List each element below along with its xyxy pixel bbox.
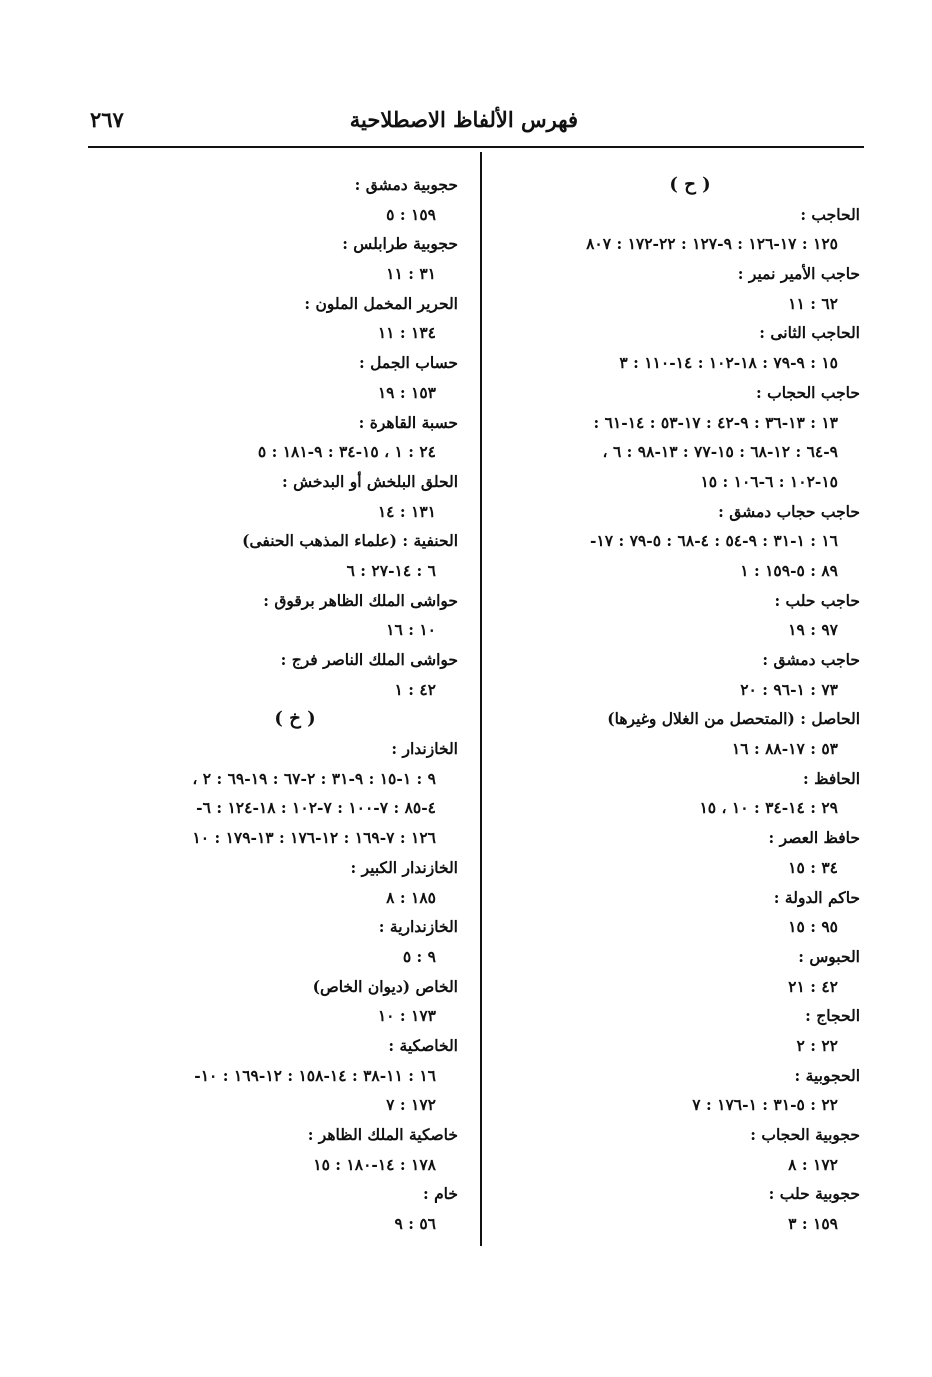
index-term: حاجب حجاب دمشق : bbox=[718, 501, 860, 521]
index-term: حسبة القاهرة : bbox=[358, 412, 458, 432]
page-references: ١٢٥ : ١٧-١٢٦ : ٩-١٢٧ : ٢٢-١٧٢ : ٨٠٧ bbox=[586, 234, 838, 254]
page-references: ٢٢ : ٢ bbox=[796, 1035, 838, 1055]
page-references: ٥٣ : ١٧-٨٨ : ١٦ bbox=[731, 739, 838, 759]
page-references: ٣٤ : ١٥ bbox=[788, 857, 838, 877]
index-term: الخازندارية : bbox=[378, 917, 458, 937]
page-references: ١٥ : ٩-٧٩ : ١٨-١٠٢ : ١٤-١١٠ : ٣ bbox=[619, 353, 838, 373]
index-term: الحجوبية : bbox=[794, 1065, 860, 1085]
index-column-left bbox=[92, 170, 458, 1239]
index-term: حواشى الملك الظاهر برقوق : bbox=[263, 590, 458, 610]
page-references: ٢٩ : ١٤-٣٤ : ١٠ ، ١٥ bbox=[699, 798, 838, 818]
page-references: ٤-٨٥ : ٧-١٠٠ : ٧-١٠٢ : ١٨-١٢٤ : ٦- bbox=[196, 798, 436, 818]
page-references: ١٥٣ : ١٩ bbox=[377, 382, 436, 402]
page-references: ٩٧ : ١٩ bbox=[788, 620, 838, 640]
page-references: ١٥-١٠٢ : ٦-١٠٦ : ١٥ bbox=[700, 471, 838, 491]
index-term: حجوبية الحجاب : bbox=[750, 1125, 860, 1144]
column-divider bbox=[480, 152, 482, 1246]
page-references: ١٧٣ : ١٠ bbox=[377, 1006, 436, 1026]
index-term: حاجب الأمير نمير : bbox=[737, 264, 860, 284]
index-term: الخازندار الكبير : bbox=[350, 857, 458, 877]
index-term: الحبوس : bbox=[798, 946, 860, 966]
page-references: ٣١ : ١١ bbox=[386, 264, 436, 284]
index-term: الحلق البلخش أو البدخش : bbox=[282, 471, 458, 491]
header-rule bbox=[88, 146, 864, 148]
section-letter: ( ح ) bbox=[669, 174, 711, 195]
page-references: ١٥٩ : ٣ bbox=[788, 1214, 838, 1234]
index-term: خام : bbox=[422, 1184, 458, 1204]
index-term: الحاجب الثانى : bbox=[759, 323, 860, 343]
page-references: ١٧٨ : ١٤-١٨٠ : ١٥ bbox=[313, 1154, 436, 1174]
page-references: ٤٢ : ١ bbox=[394, 679, 436, 699]
index-column-right bbox=[490, 170, 860, 1239]
page-references: ١٣١ : ١٤ bbox=[377, 501, 436, 521]
index-term: حجوبية حلب : bbox=[768, 1184, 860, 1204]
page-references: ١٠ : ١٦ bbox=[386, 620, 436, 640]
index-term: حاجب دمشق : bbox=[762, 650, 860, 669]
index-term: الخاص (ديوان الخاص) bbox=[312, 976, 458, 996]
index-term: حاجب الحجاب : bbox=[756, 382, 860, 402]
page-number: ٢٦٧ bbox=[90, 107, 124, 132]
page-references: ٢٤ : ١ ، ١٥-٣٤ : ٩-١٨١ : ٥ bbox=[257, 442, 436, 462]
index-term: حافظ العصر : bbox=[768, 828, 860, 848]
page-references: ٩ : ١-١٥ : ٩-٣١ : ٢-٦٧ : ١٩-٦٩ : ٢ ، bbox=[192, 768, 436, 788]
index-term: الحافظ : bbox=[803, 768, 860, 788]
index-term: الخاصكية : bbox=[388, 1035, 458, 1055]
index-term: حساب الجمل : bbox=[359, 353, 458, 373]
page-references: ٦٢ : ١١ bbox=[788, 293, 838, 313]
index-term: حواشى الملك الناصر فرج : bbox=[280, 650, 458, 669]
page-references: ١٧٢ : ٨ bbox=[788, 1154, 838, 1174]
page-references: ٩-٦٤ : ١٢-٦٨ : ١٥-٧٧ : ١٣-٩٨ : ٦ ، bbox=[602, 442, 838, 462]
index-term: الحنفية : (علماء المذهب الحنفى) bbox=[242, 531, 458, 551]
section-letter: ( خ ) bbox=[274, 708, 316, 730]
page-references: ١٢٦ : ٧-١٦٩ : ١٢-١٧٦ : ١٣-١٧٩ : ١٠ bbox=[192, 828, 436, 848]
page-references: ٦ : ١٤-٢٧ : ٦ bbox=[346, 560, 436, 580]
index-term: حجوبية دمشق : bbox=[354, 175, 458, 194]
index-term: حاجب حلب : bbox=[774, 590, 860, 610]
page-references: ٥٦ : ٩ bbox=[394, 1214, 436, 1234]
page-references: ١٣٤ : ١١ bbox=[377, 323, 436, 343]
page-title: فهرس الألفاظ الاصطلاحية bbox=[349, 107, 578, 132]
page-references: ٩ : ٥ bbox=[402, 946, 436, 966]
page-references: ١٦ : ١١-٣٨ : ١٤-١٥٨ : ١٢-١٦٩ : ١٠- bbox=[194, 1065, 436, 1085]
page-references: ١٧٢ : ٧ bbox=[386, 1095, 436, 1115]
page-references: ١٥٩ : ٥ bbox=[386, 204, 436, 224]
page-references: ٨٩ : ٥-١٥٩ : ١ bbox=[740, 560, 838, 580]
index-term: حجوبية طرابلس : bbox=[342, 234, 458, 254]
index-term: خاصكية الملك الظاهر : bbox=[307, 1125, 458, 1144]
index-term: الحرير المخمل الملون : bbox=[304, 293, 458, 313]
page-references: ٩٥ : ١٥ bbox=[788, 917, 838, 937]
page-header bbox=[90, 105, 864, 145]
page-references: ٧٣ : ١-٩٦ : ٢٠ bbox=[740, 679, 838, 699]
page-references: ١٨٥ : ٨ bbox=[386, 887, 436, 907]
index-term: حاكم الدولة : bbox=[773, 887, 860, 907]
page-references: ١٣ : ١٣-٣٦ : ٩-٤٢ : ١٧-٥٣ : ١٤-٦١ : bbox=[593, 412, 838, 432]
page-references: ٤٢ : ٢١ bbox=[788, 976, 838, 996]
index-term: الخازندار : bbox=[391, 739, 458, 759]
index-term: الحجاج : bbox=[805, 1006, 860, 1026]
page-references: ١٦ : ١-٣١ : ٩-٥٤ : ٤-٦٨ : ٥-٧٩ : ١٧- bbox=[589, 531, 838, 551]
page-references: ٢٢ : ٥-٣١ : ١-١٧٦ : ٧ bbox=[692, 1095, 838, 1115]
index-term: الحاصل : (المتحصل من الغلال وغيرها) bbox=[607, 709, 860, 729]
index-term: الحاجب : bbox=[800, 204, 860, 224]
